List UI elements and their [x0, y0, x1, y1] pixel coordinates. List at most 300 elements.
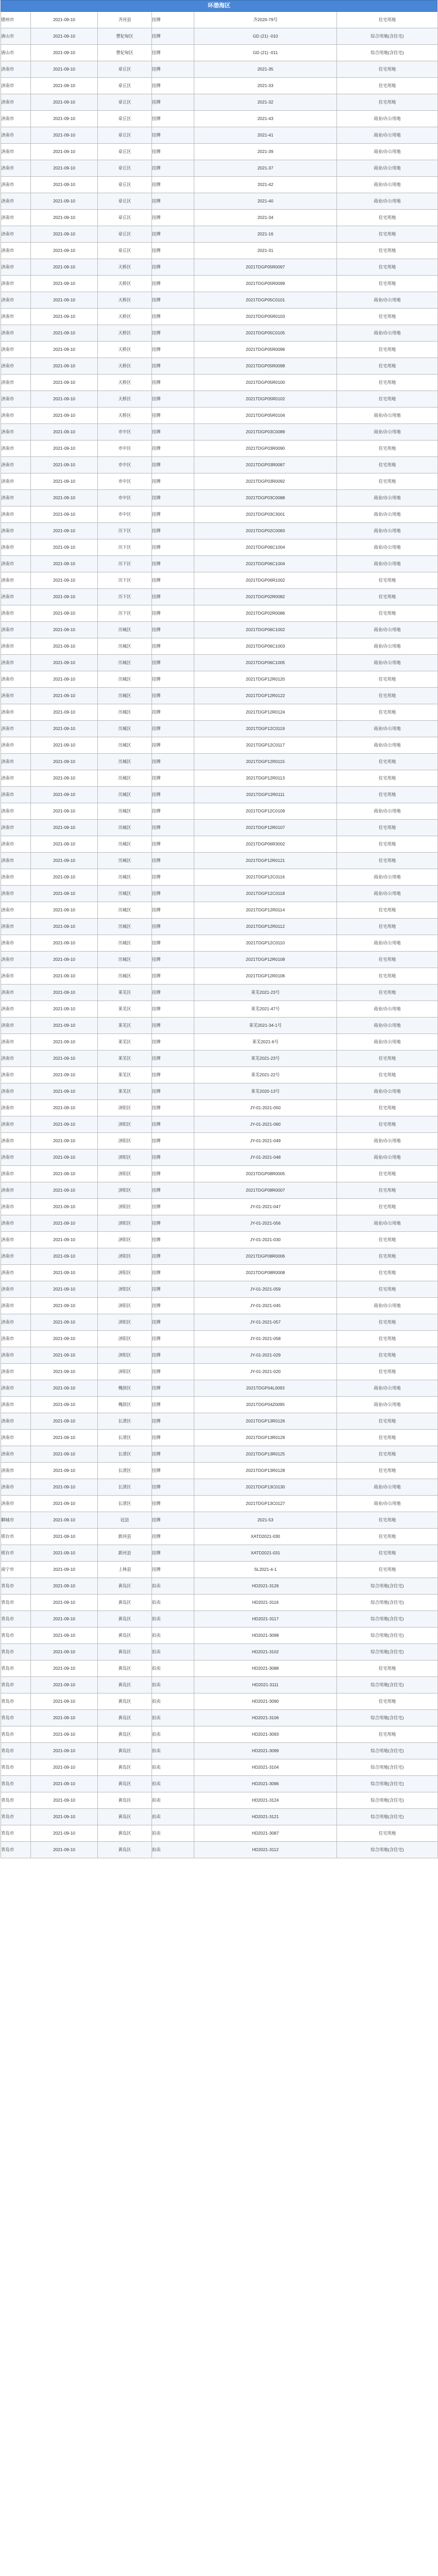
parcel-code-cell: 2021TDGP05R0098 — [194, 358, 337, 375]
district-cell: 历下区 — [98, 572, 152, 589]
parcel-code-cell: 2021TDGP12R0112 — [194, 919, 337, 935]
method-cell: 挂牌 — [152, 259, 194, 276]
method-cell: 挂牌 — [152, 1463, 194, 1479]
table-row — [1, 787, 438, 803]
parcel-code-cell: 2021TDGP12R0121 — [194, 853, 337, 869]
table-row — [1, 243, 438, 259]
table-row — [1, 704, 438, 721]
date-cell: 2021-09-10 — [31, 1413, 98, 1430]
parcel-code-cell: JY-01-2021-020 — [194, 1364, 337, 1380]
date-cell: 2021-09-10 — [31, 1397, 98, 1413]
parcel-code-cell: HD2021-3116 — [194, 1595, 337, 1611]
method-cell: 挂牌 — [152, 28, 194, 45]
land-use-cell: 住宅用地 — [337, 968, 438, 985]
land-use-cell: 住宅用地 — [337, 243, 438, 259]
land-use-cell: 商业/办公用地 — [337, 1215, 438, 1232]
city-cell: 济南市 — [1, 160, 31, 177]
district-cell: 莱芜区 — [98, 1034, 152, 1050]
date-cell: 2021-09-10 — [31, 473, 98, 490]
district-cell: 新河县 — [98, 1529, 152, 1545]
parcel-code-cell: HD2021-3121 — [194, 1809, 337, 1825]
table-row — [1, 655, 438, 671]
district-cell: 济阳区 — [98, 1215, 152, 1232]
date-cell: 2021-09-10 — [31, 193, 98, 210]
table-row — [1, 1281, 438, 1298]
date-cell: 2021-09-10 — [31, 490, 98, 506]
land-use-cell: 住宅用地 — [337, 836, 438, 853]
land-use-cell: 住宅用地 — [337, 1446, 438, 1463]
district-cell: 黄岛区 — [98, 1792, 152, 1809]
date-cell: 2021-09-10 — [31, 968, 98, 985]
district-cell: 章丘区 — [98, 94, 152, 111]
district-cell: 章丘区 — [98, 111, 152, 127]
table-row — [1, 1743, 438, 1759]
table-row — [1, 408, 438, 424]
land-use-cell: 住宅用地 — [337, 1660, 438, 1677]
land-use-cell: 商业/办公用地 — [337, 1034, 438, 1050]
table-row — [1, 638, 438, 655]
table-row — [1, 853, 438, 869]
date-cell: 2021-09-10 — [31, 1050, 98, 1067]
land-use-cell: 商业/办公用地 — [337, 177, 438, 193]
parcel-code-cell: HD2021-3104 — [194, 1759, 337, 1776]
land-use-cell: 商业/办公用地 — [337, 193, 438, 210]
land-use-cell: 综合用地(含住宅) — [337, 28, 438, 45]
land-use-cell: 住宅用地 — [337, 1265, 438, 1281]
table-row — [1, 1380, 438, 1397]
table-row — [1, 1116, 438, 1133]
date-cell: 2021-09-10 — [31, 605, 98, 622]
method-cell: 挂牌 — [152, 325, 194, 342]
city-cell: 青岛市 — [1, 1759, 31, 1776]
table-row — [1, 1232, 438, 1248]
land-use-cell: 住宅用地 — [337, 309, 438, 325]
district-cell: 章丘区 — [98, 226, 152, 243]
table-row — [1, 506, 438, 523]
land-use-cell: 综合用地(含住宅) — [337, 1842, 438, 1858]
method-cell: 拍卖 — [152, 1677, 194, 1693]
table-row — [1, 737, 438, 754]
city-cell: 南宁市 — [1, 1562, 31, 1578]
method-cell: 挂牌 — [152, 358, 194, 375]
city-cell: 济南市 — [1, 968, 31, 985]
land-use-cell: 商业/办公用地 — [337, 622, 438, 638]
table-row — [1, 919, 438, 935]
method-cell: 挂牌 — [152, 1018, 194, 1034]
district-cell: 黄岛区 — [98, 1677, 152, 1693]
method-cell: 挂牌 — [152, 1347, 194, 1364]
district-cell: 章丘区 — [98, 243, 152, 259]
method-cell: 挂牌 — [152, 457, 194, 473]
table-row — [1, 111, 438, 127]
city-cell: 济南市 — [1, 1298, 31, 1314]
table-row — [1, 1314, 438, 1331]
method-cell: 挂牌 — [152, 1413, 194, 1430]
parcel-code-cell: 2021TDGP06R1002 — [194, 572, 337, 589]
district-cell: 上林县 — [98, 1562, 152, 1578]
district-cell: 历城区 — [98, 869, 152, 886]
land-use-cell: 住宅用地 — [337, 1512, 438, 1529]
city-cell: 青岛市 — [1, 1710, 31, 1726]
parcel-code-cell: 2021TDGP13C0130 — [194, 1479, 337, 1496]
table-row — [1, 1215, 438, 1232]
method-cell: 拍卖 — [152, 1809, 194, 1825]
parcel-code-cell: 2021-33 — [194, 78, 337, 94]
date-cell: 2021-09-10 — [31, 572, 98, 589]
parcel-code-cell: 2021-43 — [194, 111, 337, 127]
land-use-cell: 住宅用地 — [337, 1825, 438, 1842]
table-row — [1, 1545, 438, 1562]
date-cell: 2021-09-10 — [31, 1693, 98, 1710]
parcel-code-cell: HD2021-3088 — [194, 1660, 337, 1677]
land-use-cell: 综合用地(含住宅) — [337, 1759, 438, 1776]
city-cell: 济南市 — [1, 1133, 31, 1149]
date-cell: 2021-09-10 — [31, 1628, 98, 1644]
method-cell: 挂牌 — [152, 375, 194, 391]
parcel-code-cell: HD2021-3102 — [194, 1644, 337, 1660]
method-cell: 挂牌 — [152, 1034, 194, 1050]
land-use-cell: 住宅用地 — [337, 276, 438, 292]
district-cell: 历城区 — [98, 952, 152, 968]
city-cell: 济南市 — [1, 408, 31, 424]
method-cell: 挂牌 — [152, 1446, 194, 1463]
land-use-cell: 住宅用地 — [337, 952, 438, 968]
method-cell: 挂牌 — [152, 1281, 194, 1298]
method-cell: 挂牌 — [152, 1265, 194, 1281]
land-use-cell: 住宅用地 — [337, 1050, 438, 1067]
table-row — [1, 1182, 438, 1199]
district-cell: 历城区 — [98, 886, 152, 902]
land-use-cell: 住宅用地 — [337, 78, 438, 94]
table-row — [1, 1562, 438, 1578]
table-row — [1, 276, 438, 292]
parcel-code-cell: 2021TDGP05R0100 — [194, 375, 337, 391]
parcel-code-cell: 2021TDGP13R0128 — [194, 1463, 337, 1479]
city-cell: 济南市 — [1, 572, 31, 589]
district-cell: 黄岛区 — [98, 1578, 152, 1595]
district-cell: 历城区 — [98, 935, 152, 952]
district-cell: 历城区 — [98, 968, 152, 985]
land-use-cell: 商业/办公用地 — [337, 1149, 438, 1166]
parcel-code-cell: 2021TDGP12C0116 — [194, 869, 337, 886]
method-cell: 挂牌 — [152, 45, 194, 61]
date-cell: 2021-09-10 — [31, 985, 98, 1001]
table-row — [1, 1611, 438, 1628]
land-use-cell: 商业/办公用地 — [337, 160, 438, 177]
land-use-cell: 住宅用地 — [337, 1726, 438, 1743]
date-cell: 2021-09-10 — [31, 457, 98, 473]
date-cell: 2021-09-10 — [31, 622, 98, 638]
parcel-code-cell: 2021-32 — [194, 94, 337, 111]
date-cell: 2021-09-10 — [31, 919, 98, 935]
district-cell: 济阳区 — [98, 1331, 152, 1347]
region-title: 环渤海区 — [1, 0, 437, 12]
city-cell: 济南市 — [1, 1446, 31, 1463]
method-cell: 挂牌 — [152, 556, 194, 572]
date-cell: 2021-09-10 — [31, 358, 98, 375]
city-cell: 济南市 — [1, 638, 31, 655]
parcel-code-cell: 2021TDGP12R0120 — [194, 671, 337, 688]
parcel-code-cell: 2021TDGP12R0113 — [194, 770, 337, 787]
parcel-code-cell: JY-01-2021-030 — [194, 1232, 337, 1248]
date-cell: 2021-09-10 — [31, 902, 98, 919]
method-cell: 挂牌 — [152, 1397, 194, 1413]
table-row — [1, 259, 438, 276]
city-cell: 济南市 — [1, 506, 31, 523]
city-cell: 济南市 — [1, 473, 31, 490]
land-use-cell: 综合用地(含住宅) — [337, 1809, 438, 1825]
district-cell: 长清区 — [98, 1479, 152, 1496]
parcel-code-cell: JY-01-2021-059 — [194, 1281, 337, 1298]
method-cell: 挂牌 — [152, 1545, 194, 1562]
method-cell: 挂牌 — [152, 1166, 194, 1182]
parcel-code-cell: 2021-35 — [194, 61, 337, 78]
date-cell: 2021-09-10 — [31, 61, 98, 78]
date-cell: 2021-09-10 — [31, 1446, 98, 1463]
parcel-code-cell: 2021-37 — [194, 160, 337, 177]
method-cell: 挂牌 — [152, 869, 194, 886]
district-cell: 章丘区 — [98, 177, 152, 193]
date-cell: 2021-09-10 — [31, 440, 98, 457]
city-cell: 济南市 — [1, 1034, 31, 1050]
date-cell: 2021-09-10 — [31, 1380, 98, 1397]
district-cell: 历下区 — [98, 539, 152, 556]
land-table-body — [1, 12, 438, 1858]
parcel-code-cell: 2021TDGP03R0090 — [194, 440, 337, 457]
table-row — [1, 770, 438, 787]
parcel-code-cell: 2021TDGP06C1004 — [194, 556, 337, 572]
district-cell: 济阳区 — [98, 1314, 152, 1331]
land-use-cell: 住宅用地 — [337, 1347, 438, 1364]
city-cell: 济南市 — [1, 1281, 31, 1298]
table-row — [1, 935, 438, 952]
city-cell: 济南市 — [1, 1430, 31, 1446]
parcel-code-cell: 2021TDGP12C0118 — [194, 886, 337, 902]
date-cell: 2021-09-10 — [31, 1364, 98, 1380]
district-cell: 黄岛区 — [98, 1710, 152, 1726]
table-row — [1, 78, 438, 94]
district-cell: 新河县 — [98, 1545, 152, 1562]
land-use-cell: 住宅用地 — [337, 1430, 438, 1446]
date-cell: 2021-09-10 — [31, 1298, 98, 1314]
date-cell: 2021-09-10 — [31, 210, 98, 226]
date-cell: 2021-09-10 — [31, 886, 98, 902]
district-cell: 历下区 — [98, 523, 152, 539]
city-cell: 济南市 — [1, 820, 31, 836]
date-cell: 2021-09-10 — [31, 1331, 98, 1347]
table-row — [1, 556, 438, 572]
city-cell: 济南市 — [1, 1380, 31, 1397]
method-cell: 挂牌 — [152, 177, 194, 193]
land-use-cell: 住宅用地 — [337, 210, 438, 226]
land-use-cell: 商业/办公用地 — [337, 721, 438, 737]
city-cell: 德州市 — [1, 12, 31, 28]
parcel-code-cell: HD2021-3098 — [194, 1628, 337, 1644]
city-cell: 济南市 — [1, 902, 31, 919]
date-cell: 2021-09-10 — [31, 12, 98, 28]
land-use-cell: 综合用地(含住宅) — [337, 1792, 438, 1809]
method-cell: 挂牌 — [152, 1364, 194, 1380]
method-cell: 挂牌 — [152, 1298, 194, 1314]
method-cell: 挂牌 — [152, 1182, 194, 1199]
table-row — [1, 1693, 438, 1710]
district-cell: 章丘区 — [98, 144, 152, 160]
city-cell: 济南市 — [1, 622, 31, 638]
parcel-code-cell: 2021TDGP08R0005 — [194, 1166, 337, 1182]
method-cell: 拍卖 — [152, 1710, 194, 1726]
method-cell: 挂牌 — [152, 1100, 194, 1116]
method-cell: 挂牌 — [152, 309, 194, 325]
district-cell: 济阳区 — [98, 1133, 152, 1149]
date-cell: 2021-09-10 — [31, 787, 98, 803]
method-cell: 挂牌 — [152, 490, 194, 506]
district-cell: 市中区 — [98, 473, 152, 490]
parcel-code-cell: 2021TDGP13R0129 — [194, 1430, 337, 1446]
method-cell: 拍卖 — [152, 1611, 194, 1628]
parcel-code-cell: 2021TDGP02R0086 — [194, 605, 337, 622]
district-cell: 冠县 — [98, 1512, 152, 1529]
table-row — [1, 1479, 438, 1496]
parcel-code-cell: 2021TDGP04Z0095 — [194, 1397, 337, 1413]
district-cell: 章丘区 — [98, 210, 152, 226]
date-cell: 2021-09-10 — [31, 869, 98, 886]
method-cell: 挂牌 — [152, 952, 194, 968]
table-row — [1, 391, 438, 408]
method-cell: 挂牌 — [152, 1232, 194, 1248]
date-cell: 2021-09-10 — [31, 1133, 98, 1149]
method-cell: 挂牌 — [152, 243, 194, 259]
city-cell: 济南市 — [1, 1347, 31, 1364]
parcel-code-cell: HD2021-3117 — [194, 1611, 337, 1628]
table-row — [1, 1446, 438, 1463]
parcel-code-cell: 2021TDGP12R0108 — [194, 952, 337, 968]
city-cell: 济南市 — [1, 111, 31, 127]
district-cell: 天桥区 — [98, 342, 152, 358]
land-use-cell: 商业/办公用地 — [337, 1380, 438, 1397]
date-cell: 2021-09-10 — [31, 589, 98, 605]
method-cell: 拍卖 — [152, 1759, 194, 1776]
table-row — [1, 1776, 438, 1792]
parcel-code-cell: JY-01-2021-050 — [194, 1100, 337, 1116]
district-cell: 济阳区 — [98, 1298, 152, 1314]
parcel-code-cell: 2021TDGP13R0125 — [194, 1446, 337, 1463]
city-cell: 济南市 — [1, 210, 31, 226]
city-cell: 邢台市 — [1, 1545, 31, 1562]
parcel-code-cell: 2021-34 — [194, 210, 337, 226]
table-row — [1, 1397, 438, 1413]
date-cell: 2021-09-10 — [31, 1166, 98, 1182]
parcel-code-cell: 2021TDGP05C0105 — [194, 325, 337, 342]
date-cell: 2021-09-10 — [31, 655, 98, 671]
table-row — [1, 342, 438, 358]
city-cell: 济南市 — [1, 424, 31, 440]
table-row — [1, 1248, 438, 1265]
table-row — [1, 375, 438, 391]
method-cell: 挂牌 — [152, 820, 194, 836]
table-row — [1, 160, 438, 177]
parcel-code-cell: HD2021-3090 — [194, 1693, 337, 1710]
district-cell: 济阳区 — [98, 1248, 152, 1265]
parcel-code-cell: JY-01-2021-058 — [194, 1331, 337, 1347]
method-cell: 挂牌 — [152, 523, 194, 539]
date-cell: 2021-09-10 — [31, 952, 98, 968]
parcel-code-cell: 2021TDGP05R0104 — [194, 408, 337, 424]
date-cell: 2021-09-10 — [31, 836, 98, 853]
district-cell: 历城区 — [98, 655, 152, 671]
date-cell: 2021-09-10 — [31, 1001, 98, 1018]
parcel-code-cell: 2021TDGP02C0083 — [194, 523, 337, 539]
city-cell: 济南市 — [1, 1463, 31, 1479]
table-row — [1, 1199, 438, 1215]
parcel-code-cell: JY-01-2021-047 — [194, 1199, 337, 1215]
land-use-cell: 综合用地(含住宅) — [337, 1611, 438, 1628]
parcel-code-cell: 2021TDGP12C0109 — [194, 803, 337, 820]
date-cell: 2021-09-10 — [31, 1248, 98, 1265]
city-cell: 济南市 — [1, 1413, 31, 1430]
district-cell: 曹妃甸区 — [98, 45, 152, 61]
date-cell: 2021-09-10 — [31, 1512, 98, 1529]
date-cell: 2021-09-10 — [31, 160, 98, 177]
table-row — [1, 61, 438, 78]
table-row — [1, 440, 438, 457]
parcel-code-cell: 2021TDGP08R0008 — [194, 1265, 337, 1281]
date-cell: 2021-09-10 — [31, 1463, 98, 1479]
table-row — [1, 902, 438, 919]
date-cell: 2021-09-10 — [31, 127, 98, 144]
land-use-cell: 商业/办公用地 — [337, 1018, 438, 1034]
land-use-cell: 住宅用地 — [337, 94, 438, 111]
land-use-cell: 商业/办公用地 — [337, 1479, 438, 1496]
city-cell: 济南市 — [1, 1265, 31, 1281]
date-cell: 2021-09-10 — [31, 325, 98, 342]
parcel-code-cell: 2021TDGP12R0115 — [194, 754, 337, 770]
district-cell: 济阳区 — [98, 1182, 152, 1199]
parcel-code-cell: 2021TDGP06C1005 — [194, 655, 337, 671]
table-row — [1, 325, 438, 342]
table-row — [1, 1463, 438, 1479]
table-row — [1, 688, 438, 704]
district-cell: 天桥区 — [98, 276, 152, 292]
city-cell: 济南市 — [1, 737, 31, 754]
date-cell: 2021-09-10 — [31, 1595, 98, 1611]
parcel-code-cell: HD2021-3093 — [194, 1726, 337, 1743]
land-use-cell: 商业/办公用地 — [337, 144, 438, 160]
land-use-cell: 住宅用地 — [337, 605, 438, 622]
land-use-cell: 住宅用地 — [337, 985, 438, 1001]
date-cell: 2021-09-10 — [31, 309, 98, 325]
method-cell: 挂牌 — [152, 572, 194, 589]
parcel-code-cell: JY-01-2021-060 — [194, 1116, 337, 1133]
land-listing-sheet — [1, 0, 437, 1858]
land-use-cell: 住宅用地 — [337, 572, 438, 589]
date-cell: 2021-09-10 — [31, 1149, 98, 1166]
method-cell: 挂牌 — [152, 622, 194, 638]
city-cell: 济南市 — [1, 78, 31, 94]
parcel-code-cell: 2021TDGP05R0099 — [194, 276, 337, 292]
city-cell: 济南市 — [1, 655, 31, 671]
method-cell: 挂牌 — [152, 1199, 194, 1215]
method-cell: 挂牌 — [152, 1083, 194, 1100]
method-cell: 拍卖 — [152, 1726, 194, 1743]
date-cell: 2021-09-10 — [31, 408, 98, 424]
date-cell: 2021-09-10 — [31, 704, 98, 721]
parcel-code-cell: 2021TDGP03C0089 — [194, 424, 337, 440]
district-cell: 历下区 — [98, 589, 152, 605]
table-row — [1, 1166, 438, 1182]
table-row — [1, 622, 438, 638]
date-cell: 2021-09-10 — [31, 1182, 98, 1199]
method-cell: 挂牌 — [152, 1149, 194, 1166]
